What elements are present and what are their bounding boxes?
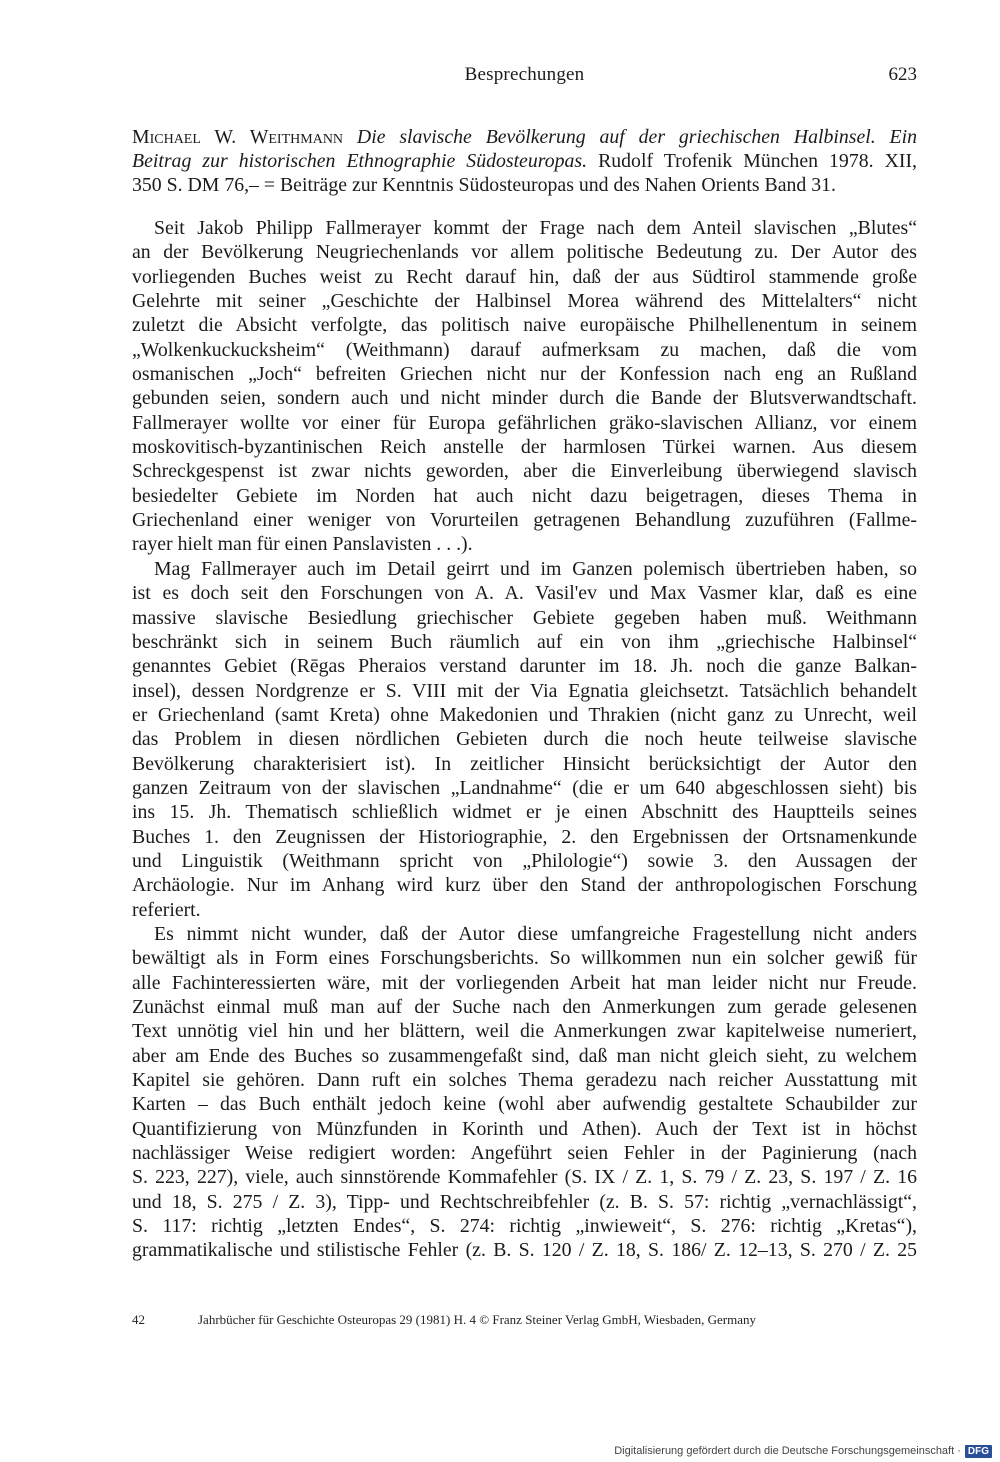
body-line: gebunden seien, sondern auch und nicht minder durch die Bande der Blutsverwandtschaft. [132,387,917,410]
body-line: referiert. [132,898,201,921]
body-line: Bevölkerung charakterisiert ist). In zeitlicher Hinsicht berücksichtigt der Autor den [132,752,917,775]
body-line: Zunächst einmal muß man auf der Suche nach den Anmerkungen zum gerade gelesenen [132,996,917,1018]
body-line: Schreckgespenst ist zwar nichts geworden, aber die Einverleibung überwiegend slavisch [132,460,917,483]
body-line: ins 15. Jh. Thematisch schließlich widmet er je einen Abschnitt des Hauptteils seines [132,801,917,824]
citation-line [132,149,917,173]
dfg-funding-note [614,1443,992,1459]
page-number: 623 [888,64,917,85]
body-line: Es nimmt nicht wunder, daß der Autor diese umfangreiche Fragestellung nicht anders [154,922,917,945]
body-line: „Wolkenkuckucksheim“ (Weithmann) darauf aufmerksam zu machen, daß die vom [132,338,917,361]
body-line: massive slavische Besiedlung griechischer Gebiete gegeben haben muß. Weithmann [132,606,917,629]
body-line: ganzen Zeitraum von der slavischen „Landnahme“ (die er um 640 abgeschlossen sieht) bis [132,776,917,799]
body-line: Gelehrte mit seiner „Geschichte der Halbinsel Morea während des Mittelalters“ nicht [132,290,917,313]
dfg-text: Digitalisierung gefördert durch die Deutsche Forschungsgemeinschaft · [614,1445,961,1457]
review-citation [132,125,917,197]
body-line: Mag Fallmerayer auch im Detail geirrt und im Ganzen polemisch übertrieben haben, so [154,557,917,580]
citation-author: Michael W. Weithmann [132,126,344,148]
body-line: S. 223, 227), viele, auch sinnstörende Kommafehler (S. IX / Z. 1, S. 79 / Z. 23, S. 197 / Z. 16 [132,1166,917,1189]
body-line: beschränkt sich in seinem Buch räumlich auf ein von ihm „griechische Halbinsel“ [132,630,917,653]
body-line: an der Bevölkerung Neugriechenlands vor allem politische Bedeutung zu. Der Autor des [132,241,917,264]
body-line: rayer hielt man für einen Panslavisten . . .). [132,533,473,556]
body-line: das Problem in diesen nördlichen Gebieten durch die noch heute teilweise slavische [132,728,917,751]
body-line: Text unnötig viel hin und her blättern, weil die Anmerkungen zwar kapitelweise numeriert, [132,1020,917,1043]
body-line: moskovitisch-byzantinischen Reich anstelle der harmlosen Türkei warnen. Aus diesem [132,436,917,459]
body-line: alle Fachinteressierten wäre, mit der vorliegenden Arbeit hat man leider nicht nur Freude. [132,971,917,994]
citation-subtitle: Beitrag zur historischen Ethnographie Südosteuropas. [132,150,588,172]
citation-publisher: Rudolf Trofenik München 1978. XII, [598,150,917,172]
body-line: osmanischen „Joch“ befreiten Griechen nicht nur der Konfession nach eng an Rußland [132,363,917,386]
body-line: besiedelter Gebiete im Norden hat auch nicht dazu beigetragen, dieses Thema in [132,484,917,507]
citation-title-line: Die slavische Bevölkerung auf der griechischen Halbinsel. Ein [356,126,917,148]
body-line: Quantifizierung von Münzfunden in Korinth und Athen). Auch der Text ist in höchst [132,1117,917,1140]
body-line: ist es doch seit den Forschungen von A. A. Vasil'ev und Max Vasmer klar, daß es eine [132,582,917,605]
review-body [132,216,917,1263]
body-line: aber am Ende des Buches so zusammengefaßt sind, daß man nicht gleich sieht, zu welchem [132,1044,917,1067]
body-line: vorliegenden Buches weist zu Recht darauf hin, daß der aus Südtirol stammende große [132,265,917,288]
body-line: S. 117: richtig „letzten Endes“, S. 274: richtig „inwieweit“, S. 276: richtig „Kretas“), [132,1215,917,1238]
running-head-title: Besprechungen [464,64,585,85]
body-line: Fallmerayer wollte vor einer für Europa gefährlichen gräko-slavischen Allianz, vor einem [132,411,917,434]
body-line: Karten – das Buch enthält jedoch keine (wohl aber aufwendig gestaltete Schaubilder zur [132,1093,917,1116]
footer-text: Jahrbücher für Geschichte Osteuropas 29 (1981) H. 4 © Franz Steiner Verlag GmbH, Wiesbaden, Germany [198,1312,756,1327]
journal-footer [132,1312,917,1328]
body-line: und Linguistik (Weithmann spricht von „Philologie“) sowie 3. den Aussagen der [132,849,917,872]
body-line: bewältigt als in Form eines Forschungsberichts. So willkommen nun ein solcher gewiß für [132,947,917,970]
body-line: insel), dessen Nordgrenze er S. VIII mit der Via Egnatia gleichsetzt. Tatsächlich behandelt [132,679,917,702]
dfg-logo-icon: DFG [965,1445,992,1458]
body-line: Seit Jakob Philipp Fallmerayer kommt der Frage nach dem Anteil slavischen „Blutes“ [154,217,917,239]
citation-line [132,125,917,149]
body-line: nachlässiger Weise redigiert worden: Angeführt seien Fehler in der Paginierung (nach [132,1142,917,1165]
body-line: Griechenland einer weniger von Vorurteilen getragenen Behandlung zuzuführen (Fallme- [132,509,917,532]
footer-number: 42 [132,1312,145,1327]
body-line: Archäologie. Nur im Anhang wird kurz über den Stand der anthropologischen Forschung [132,874,917,897]
citation-line: 350 S. DM 76,– = Beiträge zur Kenntnis Südosteuropas und des Nahen Orients Band 31. [132,174,836,196]
running-head [132,64,917,92]
body-line: Kapitel sie gehören. Dann ruft ein solches Thema geradezu nach reicher Ausstattung mit [132,1069,917,1092]
body-line: und 18, S. 275 / Z. 3), Tipp- und Rechtschreibfehler (z. B. S. 57: richtig „vernachlässigt“, [132,1190,917,1213]
body-line: Buches 1. den Zeugnissen der Historiographie, 2. den Ergebnissen der Ortsnamenkunde [132,825,917,848]
body-line: grammatikalische und stilistische Fehler (z. B. S. 120 / Z. 18, S. 186/ Z. 12–13, S. 270 / Z. 25 [132,1239,917,1262]
body-line: genanntes Gebiet (Rēgas Pheraios verstand darunter im 18. Jh. noch die ganze Balkan- [132,655,917,678]
body-line: er Griechenland (samt Kreta) ohne Makedonien und Thrakien (nicht ganz zu Unrecht, weil [132,703,917,726]
body-line: zuletzt die Absicht verfolgte, das politisch naive europäische Philhellenentum in seinem [132,314,917,337]
